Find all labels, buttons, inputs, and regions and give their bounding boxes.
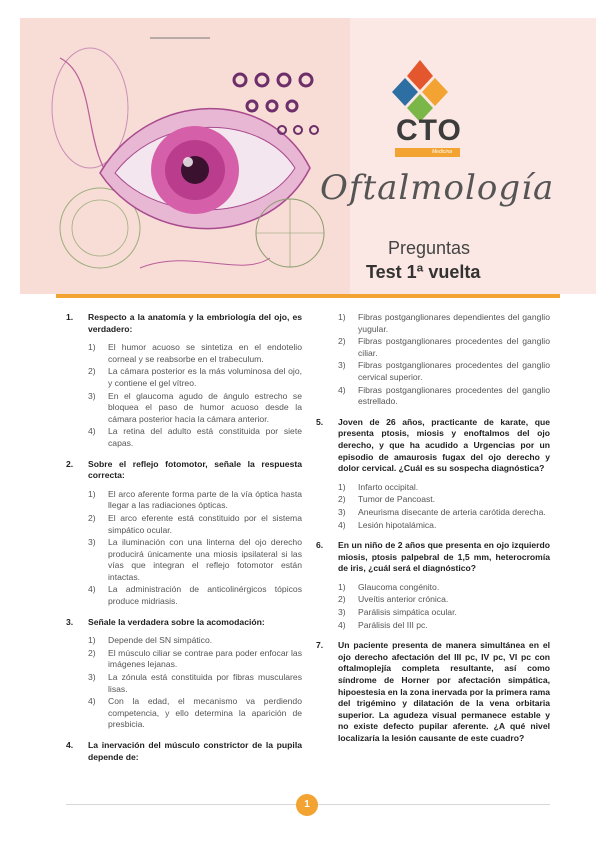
option-text: Fibras postganglionares procedentes del ganglio estrellado. bbox=[358, 384, 550, 407]
option-number: 1) bbox=[338, 581, 346, 592]
answer-option bbox=[88, 489, 302, 512]
answer-option bbox=[88, 696, 302, 731]
answer-option bbox=[338, 582, 550, 594]
option-text: Con la edad, el mecanismo va perdiendo competencia, y ello determina la aparición de presbicia. bbox=[108, 696, 302, 730]
option-number: 4) bbox=[338, 619, 346, 630]
question-text: En un niño de 2 años que presenta en ojo izquierdo miosis, ptosis palpebral de 1,5 mm, heterocromía de iris, ¿cuál será el diagnóstico? bbox=[338, 540, 550, 574]
cover-header bbox=[20, 18, 596, 294]
answer-option bbox=[338, 482, 550, 494]
option-text: La iluminación con una linterna del ojo derecho producirá únicamente una miosis ipsilateral si las vías que integran el reflejo fotomotor están intactas. bbox=[108, 537, 302, 582]
option-number: 3) bbox=[88, 390, 96, 401]
answer-option bbox=[88, 584, 302, 607]
question-stem bbox=[316, 540, 550, 575]
answer-option bbox=[338, 336, 550, 359]
question-block bbox=[66, 312, 302, 459]
question-stem bbox=[66, 459, 302, 482]
option-text: Fibras postganglionares dependientes del ganglio yugular. bbox=[358, 312, 550, 334]
option-number: 3) bbox=[338, 506, 346, 517]
answer-option bbox=[88, 537, 302, 583]
answer-option bbox=[338, 607, 550, 619]
question-stem bbox=[66, 740, 302, 763]
answer-option bbox=[338, 507, 550, 519]
answer-option bbox=[88, 391, 302, 426]
question-block bbox=[316, 640, 550, 759]
option-text: Lesión hipotalámica. bbox=[358, 519, 437, 530]
question-number: 6. bbox=[316, 540, 324, 551]
question-block bbox=[316, 417, 550, 540]
option-text: El humor acuoso se sintetiza en el endotelio corneal y se reabsorbe en el trabeculum. bbox=[108, 342, 302, 364]
question-stem bbox=[316, 640, 550, 744]
option-text: La cámara posterior es la más voluminosa del ojo, y contiene el gel vítreo. bbox=[108, 366, 302, 388]
brand-name: CTO bbox=[396, 114, 462, 147]
option-text: Depende del SN simpático. bbox=[108, 635, 213, 646]
option-number: 4) bbox=[88, 584, 96, 595]
option-text: Fibras postganglionares procedentes del ganglio cervical superior. bbox=[358, 360, 550, 382]
option-number: 4) bbox=[338, 519, 346, 530]
question-number: 2. bbox=[66, 458, 74, 469]
question-block bbox=[66, 740, 302, 778]
option-number: 1) bbox=[88, 635, 96, 646]
option-text: El arco aferente forma parte de la vía óptica hasta llegar a las radiaciones ópticas. bbox=[108, 488, 302, 511]
question-number: 3. bbox=[66, 616, 74, 627]
option-number: 3) bbox=[338, 360, 346, 371]
option-text: La zónula está constituida por fibras musculares lisas. bbox=[108, 672, 302, 694]
option-text: La retina del adulto está constituida por siete capas. bbox=[108, 426, 302, 448]
option-text: El arco eferente está constituido por el sistema simpático ocular. bbox=[108, 512, 302, 535]
question-text: Respecto a la anatomía y la embriología del ojo, es verdadero: bbox=[88, 312, 302, 334]
question-block bbox=[66, 459, 302, 617]
answer-option bbox=[88, 342, 302, 365]
question-block bbox=[66, 617, 302, 740]
question-block bbox=[316, 540, 550, 640]
question-text: Señale la verdadera sobre la acomodación: bbox=[88, 616, 265, 627]
question-block bbox=[316, 312, 550, 417]
question-text: Sobre el reflejo fotomotor, señale la respuesta correcta: bbox=[88, 458, 302, 481]
question-text: La inervación del músculo constrictor de la pupila depende de: bbox=[88, 740, 302, 762]
option-text: Tumor de Pancoast. bbox=[358, 494, 436, 505]
answer-option bbox=[88, 672, 302, 695]
answer-option bbox=[338, 620, 550, 632]
option-number: 1) bbox=[88, 342, 96, 353]
question-number: 5. bbox=[316, 416, 324, 427]
option-number: 1) bbox=[88, 488, 96, 499]
question-number: 7. bbox=[316, 640, 324, 651]
option-number: 3) bbox=[88, 537, 96, 548]
option-text: Uveítis anterior crónica. bbox=[358, 594, 449, 605]
option-text: Parálisis del III pc. bbox=[358, 619, 428, 630]
eye-illustration bbox=[20, 18, 350, 294]
option-text: Fibras postganglionares procedentes del ganglio ciliar. bbox=[358, 336, 550, 358]
option-number: 1) bbox=[338, 312, 346, 322]
option-text: En el glaucoma agudo de ángulo estrecho se bloquea el paso de humor acuoso desde la cámara posterior hacia la cámara anterior. bbox=[108, 390, 302, 424]
answer-option bbox=[338, 520, 550, 532]
page-title: Oftalmología bbox=[320, 168, 555, 208]
option-number: 2) bbox=[88, 512, 96, 523]
option-text: Glaucoma congénito. bbox=[358, 581, 440, 592]
option-number: 3) bbox=[88, 672, 96, 683]
answer-option bbox=[338, 594, 550, 606]
option-number: 2) bbox=[88, 366, 96, 377]
question-stem bbox=[316, 417, 550, 475]
answer-option bbox=[338, 312, 550, 335]
answer-option bbox=[88, 366, 302, 389]
answer-option bbox=[338, 360, 550, 383]
answer-option bbox=[338, 385, 550, 408]
option-number: 2) bbox=[338, 336, 346, 347]
option-text: Aneurisma disecante de arteria carótida derecha. bbox=[358, 506, 546, 517]
answer-option bbox=[338, 494, 550, 506]
option-text: La administración de anticolinérgicos tópicos produce midriasis. bbox=[108, 584, 302, 607]
divider bbox=[56, 294, 560, 298]
option-number: 1) bbox=[338, 481, 346, 492]
answer-option bbox=[88, 635, 302, 647]
option-number: 4) bbox=[338, 384, 346, 395]
option-number: 4) bbox=[88, 696, 96, 707]
answer-option bbox=[88, 426, 302, 449]
subtitle: Preguntas bbox=[388, 238, 471, 258]
option-text: Parálisis simpática ocular. bbox=[358, 607, 457, 618]
answer-option bbox=[88, 513, 302, 536]
brand-sub: Medicina bbox=[432, 149, 453, 155]
question-stem bbox=[66, 617, 302, 629]
option-text: Infarto occipital. bbox=[358, 481, 419, 492]
option-number: 2) bbox=[338, 494, 346, 505]
questions-left-column bbox=[66, 312, 302, 778]
question-number: 4. bbox=[66, 740, 74, 750]
subtitle-test: Test 1ª vuelta bbox=[366, 262, 481, 282]
question-text: Joven de 26 años, practicante de karate, que presenta ptosis, miosis y enoftalmos del ojo derecho, y que ha acudido a Urgencias por un episodio de amaurosis fugax del ojo derecho y dolor cervical. ¿Cuál es su sospecha diagnóstica? bbox=[338, 416, 550, 474]
option-text: El músculo ciliar se contrae para poder enfocar las imágenes lejanas. bbox=[108, 647, 302, 670]
question-text: Un paciente presenta de manera simultánea en el ojo derecho afectación del III pc, IV pc, VI pc con oftalmoplejía completa resultante, así como síndrome de Horner por afectación simpática, hipoestesia en la zona inervada por la primera rama del trigémino y dilatación de la vena orbitaria superior. La agudeza visual permanece estable y no existe defecto pupilar aferente. ¿A qué nivel localizaría la lesión causante de este cuadro? bbox=[338, 640, 550, 743]
question-number: 1. bbox=[66, 312, 74, 322]
option-number: 2) bbox=[88, 647, 96, 658]
option-number: 3) bbox=[338, 607, 346, 618]
option-number: 2) bbox=[338, 594, 346, 605]
option-number: 4) bbox=[88, 426, 96, 437]
page-number: 1 bbox=[296, 794, 318, 816]
questions-right-column bbox=[316, 312, 550, 760]
answer-option bbox=[88, 648, 302, 671]
question-stem bbox=[66, 312, 302, 335]
